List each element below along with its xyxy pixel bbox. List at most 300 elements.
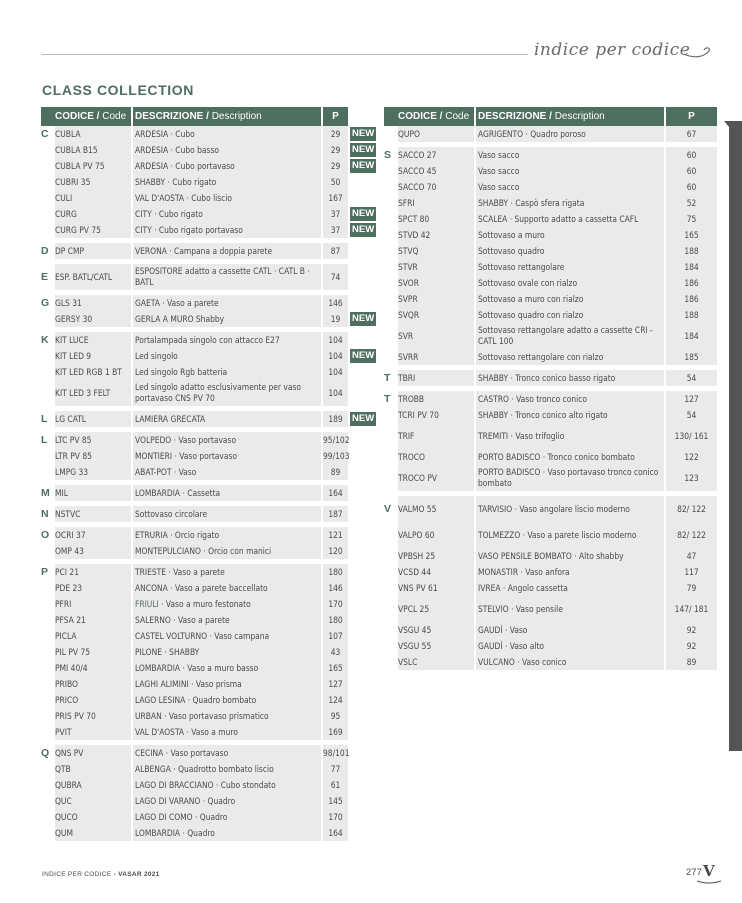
price-cell: 189 xyxy=(321,411,348,427)
price-cell: 120 xyxy=(321,543,348,559)
code-cell: SVQR xyxy=(398,307,474,323)
price-cell: 170 xyxy=(321,596,348,612)
description-cell: TOLMEZZO · Vaso a parete liscio moderno xyxy=(474,522,664,548)
new-badge: NEW xyxy=(352,313,375,324)
description-cell: TARVISIO · Vaso angolare liscio moderno xyxy=(474,496,664,522)
group-letter xyxy=(41,777,55,793)
group-letter xyxy=(384,580,398,596)
table-row xyxy=(41,527,374,543)
table-row xyxy=(384,179,717,195)
new-badge: NEW xyxy=(352,160,375,171)
description-cell: Led singolo xyxy=(131,348,321,364)
table-row xyxy=(41,348,374,364)
description-cell: CECINA · Vaso portavaso xyxy=(131,745,321,761)
table-row xyxy=(41,825,374,841)
new-badge-cell xyxy=(348,580,374,596)
price-cell: 165 xyxy=(664,227,717,243)
table-row xyxy=(384,126,717,142)
logo-underline-icon xyxy=(697,880,721,884)
group-letter xyxy=(41,364,55,380)
table-row xyxy=(384,391,717,407)
price-cell: 37 xyxy=(321,222,348,238)
description-cell: MONTEPULCIANO · Orcio con manici xyxy=(131,543,321,559)
description-highlight: FRIULI xyxy=(135,598,159,609)
new-badge-cell xyxy=(348,612,374,628)
price-column-header: P xyxy=(664,107,717,126)
table-row xyxy=(384,323,717,349)
code-cell: LMPG 33 xyxy=(55,464,131,480)
table-row xyxy=(41,126,374,142)
description-cell: CITY · Cubo rigato xyxy=(131,206,321,222)
price-cell: 165 xyxy=(321,660,348,676)
vasar-logo: V xyxy=(703,862,715,880)
left-index-table xyxy=(41,107,374,841)
group-letter xyxy=(41,809,55,825)
code-cell: SACCO 70 xyxy=(398,179,474,195)
new-badge-cell xyxy=(348,206,374,222)
code-cell: VNS PV 61 xyxy=(398,580,474,596)
new-badge-cell xyxy=(348,809,374,825)
group-letter: D xyxy=(41,243,55,259)
table-row xyxy=(41,295,374,311)
new-badge-cell xyxy=(348,380,374,406)
group-letter xyxy=(41,142,55,158)
new-badge-cell xyxy=(348,464,374,480)
price-cell: 186 xyxy=(664,291,717,307)
group-letter xyxy=(41,660,55,676)
code-cell: PICLA xyxy=(55,628,131,644)
description-cell: ESPOSITORE adatto a cassette CATL · CATL B · BATL xyxy=(131,264,321,290)
group-letter xyxy=(384,548,398,564)
description-cell: CITY · Cubo rigato portavaso xyxy=(131,222,321,238)
description-cell: Vaso sacco xyxy=(474,163,664,179)
table-row xyxy=(384,548,717,564)
price-cell: 74 xyxy=(321,264,348,290)
group-letter xyxy=(41,628,55,644)
price-cell: 104 xyxy=(321,348,348,364)
group-letter xyxy=(384,638,398,654)
description-cell: TREMITI · Vaso trifoglio xyxy=(474,423,664,449)
description-cell: ARDESIA · Cubo xyxy=(131,126,321,142)
price-cell: 92 xyxy=(664,622,717,638)
table-row xyxy=(41,243,374,259)
description-cell: LAGO DI BRACCIANO · Cubo stondato xyxy=(131,777,321,793)
group-letter: T xyxy=(384,370,398,386)
table-row xyxy=(41,380,374,406)
code-cell: GLS 31 xyxy=(55,295,131,311)
price-cell: 167 xyxy=(321,190,348,206)
group-letter xyxy=(384,522,398,548)
index-script-title-text: indice per codice xyxy=(534,40,691,60)
new-badge-cell xyxy=(348,628,374,644)
table-row xyxy=(41,264,374,290)
description-cell: Sottovaso quadro con rialzo xyxy=(474,307,664,323)
code-cell: CUBLA PV 75 xyxy=(55,158,131,174)
new-badge-cell xyxy=(348,448,374,464)
table-row xyxy=(41,628,374,644)
description-cell: STELVIO · Vaso pensile xyxy=(474,596,664,622)
code-cell: SPCT 80 xyxy=(398,211,474,227)
description-cell: ARDESIA · Cubo portavaso xyxy=(131,158,321,174)
code-cell: TROCO PV xyxy=(398,465,474,491)
description-cell: SHABBY · Cubo rigato xyxy=(131,174,321,190)
group-letter xyxy=(384,407,398,423)
table-row xyxy=(384,211,717,227)
code-cell: SVRR xyxy=(398,349,474,365)
table-row xyxy=(41,644,374,660)
new-badge-cell xyxy=(348,174,374,190)
description-cell: Sottovaso rettangolare adatto a cassette CRI - CATL 100 xyxy=(474,323,664,349)
price-cell: 170 xyxy=(321,809,348,825)
price-cell: 123 xyxy=(664,465,717,491)
code-cell: PFRI xyxy=(55,596,131,612)
description-cell: LAGHI ALIMINI · Vaso prisma xyxy=(131,676,321,692)
description-cell: URBAN · Vaso portavaso prismatico xyxy=(131,708,321,724)
code-cell: VPBSH 25 xyxy=(398,548,474,564)
table-row xyxy=(384,275,717,291)
description-cell: VULCANO · Vaso conico xyxy=(474,654,664,670)
group-letter xyxy=(41,543,55,559)
description-cell: Sottovaso quadro xyxy=(474,243,664,259)
new-badge-cell xyxy=(348,332,374,348)
right-index-table xyxy=(384,107,717,670)
table-row xyxy=(384,349,717,365)
description-cell: CASTEL VOLTURNO · Vaso campana xyxy=(131,628,321,644)
code-cell: SFRI xyxy=(398,195,474,211)
table-row xyxy=(384,564,717,580)
table-row xyxy=(41,142,374,158)
page-number: 277 xyxy=(686,867,702,878)
group-letter: S xyxy=(384,147,398,163)
table-row xyxy=(384,195,717,211)
group-letter xyxy=(384,211,398,227)
code-cell: STVD 42 xyxy=(398,227,474,243)
description-cell xyxy=(131,596,321,612)
group-letter xyxy=(41,222,55,238)
new-badge-cell xyxy=(348,761,374,777)
table-row xyxy=(384,307,717,323)
table-row xyxy=(41,596,374,612)
description-cell: VOLPEDO · Vaso portavaso xyxy=(131,432,321,448)
description-cell: LOMBARDIA · Cassetta xyxy=(131,485,321,501)
description-cell: ABAT-POT · Vaso xyxy=(131,464,321,480)
code-cell: QUM xyxy=(55,825,131,841)
group-letter xyxy=(384,564,398,580)
price-cell: 19 xyxy=(321,311,348,327)
table-row xyxy=(41,311,374,327)
table-row xyxy=(41,809,374,825)
new-badge: NEW xyxy=(352,128,375,139)
group-letter: P xyxy=(41,564,55,580)
description-cell: ETRURIA · Orcio rigato xyxy=(131,527,321,543)
table-row xyxy=(41,174,374,190)
price-cell: 104 xyxy=(321,364,348,380)
price-cell: 127 xyxy=(321,676,348,692)
price-cell: 87 xyxy=(321,243,348,259)
price-cell: 185 xyxy=(664,349,717,365)
table-row xyxy=(384,465,717,491)
group-letter xyxy=(41,644,55,660)
code-cell: KIT LED 3 FELT xyxy=(55,380,131,406)
code-cell: TBRI xyxy=(398,370,474,386)
description-cell: PORTO BADISCO · Vaso portavaso tronco conico bombato xyxy=(474,465,664,491)
new-badge-cell xyxy=(348,527,374,543)
new-badge-cell xyxy=(348,692,374,708)
description-column-header: DESCRIZIONE / Description xyxy=(474,107,664,126)
price-cell: 54 xyxy=(664,370,717,386)
code-cell: SACCO 45 xyxy=(398,163,474,179)
code-cell: KIT LED RGB 1 BT xyxy=(55,364,131,380)
code-cell: STVQ xyxy=(398,243,474,259)
group-letter: V xyxy=(384,496,398,522)
group-letter: E xyxy=(41,264,55,290)
description-cell: AGRIGENTO · Quadro poroso xyxy=(474,126,664,142)
price-cell: 98/101 xyxy=(321,745,348,761)
description-cell: Sottovaso a muro xyxy=(474,227,664,243)
code-cell: OCRI 37 xyxy=(55,527,131,543)
table-row xyxy=(41,411,374,427)
table-row xyxy=(41,745,374,761)
description-cell: PILONE · SHABBY xyxy=(131,644,321,660)
description-cell: Sottovaso a muro con rialzo xyxy=(474,291,664,307)
price-cell: 89 xyxy=(664,654,717,670)
group-letter xyxy=(41,676,55,692)
new-badge-cell xyxy=(348,348,374,364)
price-cell: 92 xyxy=(664,638,717,654)
price-cell: 99/103 xyxy=(321,448,348,464)
price-cell: 184 xyxy=(664,259,717,275)
table-row xyxy=(41,612,374,628)
code-cell: LTC PV 85 xyxy=(55,432,131,448)
new-badge-cell xyxy=(348,825,374,841)
table-row xyxy=(41,761,374,777)
price-cell: 95 xyxy=(321,708,348,724)
new-badge-cell xyxy=(348,543,374,559)
code-cell: TROCO xyxy=(398,449,474,465)
group-letter xyxy=(384,465,398,491)
group-letter xyxy=(41,380,55,406)
group-letter xyxy=(384,449,398,465)
new-badge-cell xyxy=(348,364,374,380)
price-cell: 61 xyxy=(321,777,348,793)
price-cell: 60 xyxy=(664,179,717,195)
code-cell: PRIBO xyxy=(55,676,131,692)
description-cell: ANCONA · Vaso a parete baccellato xyxy=(131,580,321,596)
group-letter xyxy=(384,423,398,449)
group-letter: K xyxy=(41,332,55,348)
code-cell: LG CATL xyxy=(55,411,131,427)
price-cell: 184 xyxy=(664,323,717,349)
code-cell: VSGU 45 xyxy=(398,622,474,638)
group-letter xyxy=(384,163,398,179)
group-letter xyxy=(384,654,398,670)
group-letter xyxy=(384,291,398,307)
code-cell: CUBRI 35 xyxy=(55,174,131,190)
new-badge-cell xyxy=(348,311,374,327)
group-letter: T xyxy=(384,391,398,407)
description-cell: MONASTIR · Vaso anfora xyxy=(474,564,664,580)
code-cell: VCSD 44 xyxy=(398,564,474,580)
price-cell: 67 xyxy=(664,126,717,142)
price-cell: 104 xyxy=(321,380,348,406)
code-cell: QUC xyxy=(55,793,131,809)
code-cell: TCRI PV 70 xyxy=(398,407,474,423)
code-cell: VALMO 55 xyxy=(398,496,474,522)
code-column-header: CODICE / Code xyxy=(41,107,131,126)
description-cell: LOMBARDIA · Vaso a muro basso xyxy=(131,660,321,676)
new-badge-cell xyxy=(348,777,374,793)
table-row xyxy=(384,496,717,522)
header-spacer xyxy=(348,107,374,126)
table-row xyxy=(41,793,374,809)
table-row xyxy=(41,724,374,740)
code-cell: PDE 23 xyxy=(55,580,131,596)
description-cell: PORTO BADISCO · Tronco conico bombato xyxy=(474,449,664,465)
side-tab-bar xyxy=(729,121,742,751)
new-badge-cell xyxy=(348,745,374,761)
code-cell: SVR xyxy=(398,323,474,349)
code-cell: CUBLA xyxy=(55,126,131,142)
price-cell: 146 xyxy=(321,580,348,596)
code-cell: TROBB xyxy=(398,391,474,407)
code-cell: QTB xyxy=(55,761,131,777)
new-badge-cell xyxy=(348,295,374,311)
new-badge-cell xyxy=(348,432,374,448)
code-cell: CURG xyxy=(55,206,131,222)
new-badge-cell xyxy=(348,485,374,501)
price-cell: 77 xyxy=(321,761,348,777)
price-cell: 82/ 122 xyxy=(664,522,717,548)
table-row xyxy=(41,485,374,501)
code-cell: QUPO xyxy=(398,126,474,142)
table-row xyxy=(384,291,717,307)
price-cell: 146 xyxy=(321,295,348,311)
code-cell: PIL PV 75 xyxy=(55,644,131,660)
price-cell: 75 xyxy=(664,211,717,227)
group-letter xyxy=(41,448,55,464)
table-row xyxy=(384,407,717,423)
new-badge-cell xyxy=(348,596,374,612)
description-cell: Sottovaso rettangolare con rialzo xyxy=(474,349,664,365)
new-badge-cell xyxy=(348,676,374,692)
description-cell: TRIESTE · Vaso a parete xyxy=(131,564,321,580)
group-letter xyxy=(384,349,398,365)
group-letter xyxy=(41,174,55,190)
code-cell: DP CMP xyxy=(55,243,131,259)
group-letter xyxy=(384,126,398,142)
group-letter xyxy=(384,227,398,243)
group-letter xyxy=(41,708,55,724)
code-cell: CUBLA B15 xyxy=(55,142,131,158)
code-cell: KIT LUCE xyxy=(55,332,131,348)
price-cell: 180 xyxy=(321,564,348,580)
code-cell: VSGU 55 xyxy=(398,638,474,654)
new-badge-cell xyxy=(348,158,374,174)
table-row xyxy=(41,708,374,724)
description-cell: ARDESIA · Cubo basso xyxy=(131,142,321,158)
description-cell: VASO PENSILE BOMBATO · Alto shabby xyxy=(474,548,664,564)
code-cell: PCI 21 xyxy=(55,564,131,580)
table-row xyxy=(41,777,374,793)
description-cell: Sottovaso circolare xyxy=(131,506,321,522)
price-cell: 186 xyxy=(664,275,717,291)
code-cell: PVIT xyxy=(55,724,131,740)
group-letter: N xyxy=(41,506,55,522)
description-cell: LAMIERA GRECATA xyxy=(131,411,321,427)
description-column-header: DESCRIZIONE / Description xyxy=(131,107,321,126)
flourish-icon xyxy=(684,46,714,60)
table-row xyxy=(41,222,374,238)
group-letter: M xyxy=(41,485,55,501)
description-cell: MONTIERI · Vaso portavaso xyxy=(131,448,321,464)
price-cell: 164 xyxy=(321,825,348,841)
index-script-title xyxy=(534,40,690,60)
table-row xyxy=(384,163,717,179)
table-row xyxy=(384,370,717,386)
code-cell: SACCO 27 xyxy=(398,147,474,163)
group-letter xyxy=(41,793,55,809)
table-row xyxy=(384,638,717,654)
description-cell: LOMBARDIA · Quadro xyxy=(131,825,321,841)
description-cell: Portalampada singolo con attacco E27 xyxy=(131,332,321,348)
table-row xyxy=(41,206,374,222)
new-badge: NEW xyxy=(352,413,375,424)
group-letter xyxy=(384,259,398,275)
new-badge: NEW xyxy=(352,350,375,361)
table-row xyxy=(384,654,717,670)
price-cell: 147/ 181 xyxy=(664,596,717,622)
price-cell: 29 xyxy=(321,142,348,158)
price-cell: 107 xyxy=(321,628,348,644)
table-row xyxy=(384,580,717,596)
code-cell: TRIF xyxy=(398,423,474,449)
description-cell: VERONA · Campana a doppia parete xyxy=(131,243,321,259)
code-cell: MIL xyxy=(55,485,131,501)
table-row xyxy=(41,464,374,480)
description-cell: Led singolo adatto esclusivamente per vaso portavaso CNS PV 70 xyxy=(131,380,321,406)
code-cell: QNS PV xyxy=(55,745,131,761)
group-letter xyxy=(41,206,55,222)
code-cell: PRIS PV 70 xyxy=(55,708,131,724)
price-cell: 52 xyxy=(664,195,717,211)
footer-label: INDICE PER CODICE - VASAR 2021 xyxy=(42,871,160,878)
group-letter xyxy=(384,179,398,195)
code-cell: KIT LED 9 xyxy=(55,348,131,364)
new-badge-cell xyxy=(348,793,374,809)
description-rest: · Vaso a muro festonato xyxy=(158,598,251,609)
group-letter xyxy=(41,158,55,174)
group-letter xyxy=(41,311,55,327)
description-cell: LAGO DI COMO · Quadro xyxy=(131,809,321,825)
code-cell: VALPO 60 xyxy=(398,522,474,548)
code-cell: SVOR xyxy=(398,275,474,291)
table-row xyxy=(41,432,374,448)
price-cell: 124 xyxy=(321,692,348,708)
table-row xyxy=(384,522,717,548)
new-badge-cell xyxy=(348,411,374,427)
price-cell: 122 xyxy=(664,449,717,465)
price-cell: 169 xyxy=(321,724,348,740)
new-badge: NEW xyxy=(352,208,375,219)
new-badge-cell xyxy=(348,724,374,740)
code-cell: QUCO xyxy=(55,809,131,825)
description-cell: LAGO DI VARANO · Quadro xyxy=(131,793,321,809)
price-cell: 47 xyxy=(664,548,717,564)
table-row xyxy=(41,580,374,596)
code-cell: LTR PV 85 xyxy=(55,448,131,464)
group-letter xyxy=(41,464,55,480)
code-cell: PFSA 21 xyxy=(55,612,131,628)
